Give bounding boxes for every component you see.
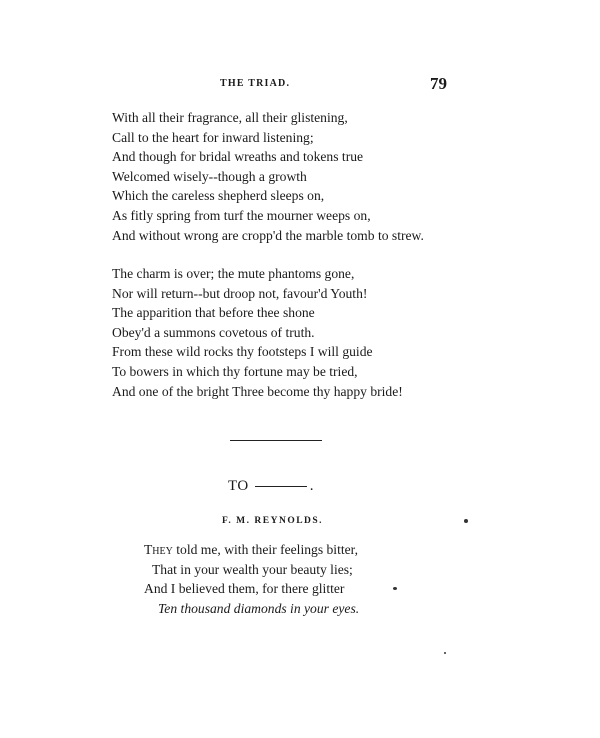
poem-title-end: . bbox=[309, 478, 314, 494]
poem-author: F. M. REYNOLDS. bbox=[222, 516, 324, 526]
running-head: THE TRIAD. bbox=[220, 78, 291, 89]
section-divider bbox=[230, 440, 322, 441]
poem-stanza-2 bbox=[112, 264, 403, 401]
poem-title-text: TO bbox=[228, 478, 249, 494]
verse-line: Which the careless shepherd sleeps on, bbox=[112, 188, 325, 204]
poem-stanza-1 bbox=[112, 108, 424, 245]
verse-line: And though for bridal wreaths and tokens true bbox=[112, 149, 364, 165]
verse-line: Call to the heart for inward listening; bbox=[112, 129, 314, 145]
verse-line-rest: told me, with their feelings bitter, bbox=[172, 542, 359, 557]
title-dash bbox=[255, 486, 307, 487]
verse-line: And without wrong are cropp'd the marble tomb to strew. bbox=[112, 227, 424, 243]
print-speck bbox=[444, 652, 446, 654]
verse-line bbox=[144, 540, 359, 560]
print-speck bbox=[393, 587, 397, 590]
verse-line: And one of the bright Three become thy happy bride! bbox=[112, 383, 403, 399]
verse-line: And I believed them, for there glitter bbox=[144, 581, 345, 597]
print-speck bbox=[464, 519, 468, 523]
verse-line: To bowers in which thy fortune may be tried, bbox=[112, 363, 358, 379]
verse-line: With all their fragrance, all their glistening, bbox=[112, 110, 348, 125]
verse-line: The charm is over; the mute phantoms gone, bbox=[112, 266, 355, 281]
poem-title bbox=[228, 478, 314, 495]
verse-line: Nor will return--but droop not, favour'd Youth! bbox=[112, 285, 368, 301]
verse-line: As fitly spring from turf the mourner weeps on, bbox=[112, 207, 371, 223]
verse-line: From these wild rocks thy footsteps I will guide bbox=[112, 344, 373, 360]
poem-stanza-3 bbox=[144, 540, 359, 618]
drop-word: They bbox=[144, 542, 173, 557]
verse-line: The apparition that before thee shone bbox=[112, 305, 315, 321]
verse-line: That in your wealth your beauty lies; bbox=[152, 561, 353, 577]
verse-line: Ten thousand diamonds in your eyes. bbox=[158, 600, 360, 616]
verse-line: Obey'd a summons covetous of truth. bbox=[112, 324, 315, 340]
verse-line: Welcomed wisely--though a growth bbox=[112, 168, 307, 184]
page-number: 79 bbox=[430, 74, 447, 93]
